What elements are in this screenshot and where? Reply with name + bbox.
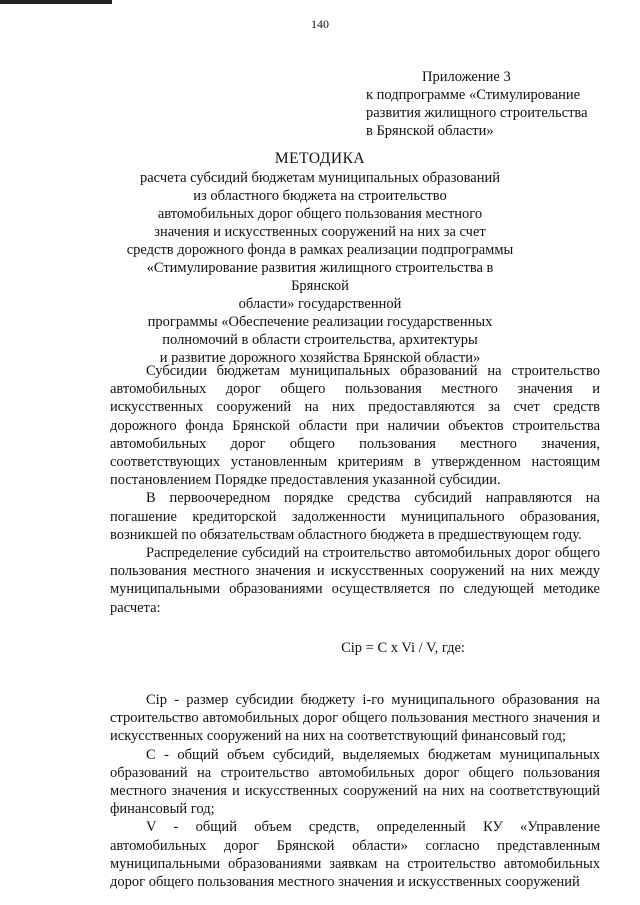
body-paragraph: Распределение субсидий на строительство автомобильных дорог общего пользования местного значения и искусственных сооружений на них между муниципальными образованиями осуществляется по следующей методике расчета: — [110, 545, 600, 616]
body-paragraph: Субсидии бюджетам муниципальных образований на строительство автомобильных дорог общего пользования местного значения и искусственных сооружений на них предоставляются за счет средств дорожного фонда Брянской области при наличии объектов строительства автомобильных дорог общего пользования местного значения, соответствующих установленным критериям в утвержденном настоящим постановлением Порядке предоставления указанной субсидии. — [110, 363, 600, 489]
heading-line: автомобильных дорог общего пользования местного — [157, 206, 483, 222]
appendix-block — [366, 68, 616, 140]
formula: Сip = C x Vi / V, где: — [341, 639, 465, 656]
scan-edge-mark — [0, 0, 112, 4]
appendix-line: развития жилищного строительства — [366, 105, 588, 121]
heading-line: и развитие дорожного хозяйства Брянской области» — [159, 350, 481, 366]
document-heading — [120, 150, 520, 367]
heading-line: программы «Обеспечение реализации государственных — [147, 314, 493, 330]
body-paragraph: V - общий объем средств, определенный КУ «Управление автомобильных дорог Брянской области» согласно представленным муниципальными образованиями заявкам на строительство автомобильных дорог общего пользования местного значения и искусственных сооружений — [110, 819, 600, 891]
heading-line: значения и искусственных сооружений на них за счет — [154, 224, 486, 240]
heading-line: средств дорожного фонда в рамках реализации подпрограммы — [126, 242, 514, 258]
body-paragraph: В первоочередном порядке средства субсидий направляются на погашение кредиторской задолженности муниципального образования, возникшей по обязательствам областного бюджета в предшествующем году. — [110, 490, 600, 543]
heading-line: полномочий в области строительства, архитектуры — [162, 332, 478, 348]
appendix-title: Приложение 3 — [422, 69, 511, 85]
body-paragraph: С - общий объем субсидий, выделяемых бюджетам муниципальных образований на строительство автомобильных дорог общего пользования местного значения и искусственных сооружений на них на соответствующий финансовый год; — [110, 746, 600, 818]
appendix-line: к подпрограмме «Стимулирование — [366, 87, 581, 103]
body-paragraph: Сip - размер субсидии бюджету i-го муниципального образования на строительство автомобильных дорог общего пользования местного значения и искусственных сооружений на них на соответствующий финансовый год; — [110, 692, 600, 745]
heading-line: расчета субсидий бюджетам муниципальных образований — [140, 170, 500, 186]
heading-line: из областного бюджета на строительство — [193, 188, 447, 204]
appendix-line: в Брянской области» — [366, 123, 494, 139]
heading-line: «Стимулирование развития жилищного строительства в Брянской — [146, 260, 494, 294]
heading-line: области» государственной — [238, 296, 402, 312]
method-title: МЕТОДИКА — [274, 150, 366, 167]
document-body — [110, 362, 600, 891]
page-number: 140 — [311, 17, 329, 31]
